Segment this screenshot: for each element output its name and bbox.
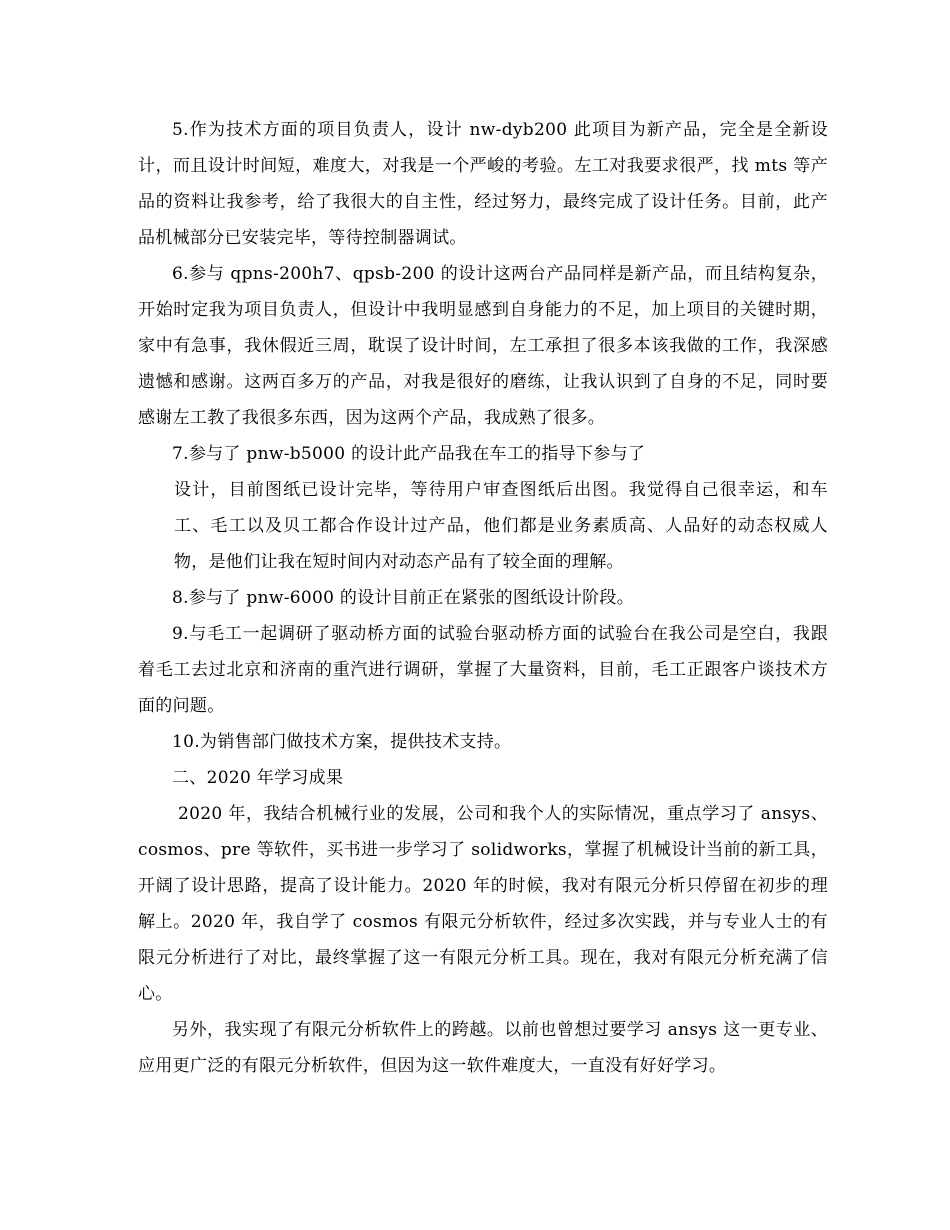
paragraph-software-leap: 另外，我实现了有限元分析软件上的跨越。以前也曾想过要学习 ansys 这一更专业、应用更广泛的有限元分析软件，但因为这一软件难度大，一直没有好好学习。 [138, 1020, 828, 1076]
paragraph-item-7-continued: 设计，目前图纸已设计完毕，等待用户审查图纸后出图。我觉得自己很幸运，和车工、毛工以及贝工都合作设计过产品，他们都是业务素质高、人品好的动态权威人物，是他们让我在短时间内对动态产品有了较全面的理解。 [174, 480, 828, 572]
paragraph-learning-results: 2020 年，我结合机械行业的发展，公司和我个人的实际情况，重点学习了 ansys、cosmos、pre 等软件，买书进一步学习了 solidworks，掌握了机械设计当前的新工具，开阔了设计思路，提高了设计能力。2020 年的时候，我对有限元分析只停留在初步的理解上。2020 年，我自学了 cosmos 有限元分析软件，经过多次实践，并与专业人士的有限元分析进行了对比，最终掌握了这一有限元分析工具。现在，我对有限元分析充满了信心。 [138, 804, 828, 1004]
paragraph-item-6: 6.参与 qpns-200h7、qpsb-200 的设计这两台产品同样是新产品，而且结构复杂，开始时定我为项目负责人，但设计中我明显感到自身能力的不足，加上项目的关键时期，家中有急事，我休假近三周，耽误了设计时间，左工承担了很多本该我做的工作，我深感遗憾和感谢。这两百多万的产品，对我是很好的磨练，让我认识到了自身的不足，同时要感谢左工教了我很多东西，因为这两个产品，我成熟了很多。 [138, 264, 828, 428]
paragraph-item-8: 8.参与了 pnw-6000 的设计目前正在紧张的图纸设计阶段。 [172, 588, 635, 608]
paragraph-item-9: 9.与毛工一起调研了驱动桥方面的试验台驱动桥方面的试验台在我公司是空白，我跟着毛工去过北京和济南的重汽进行调研，掌握了大量资料，目前，毛工正跟客户谈技术方面的问题。 [138, 624, 828, 716]
document-body [138, 112, 828, 1084]
paragraph-item-10: 10.为销售部门做技术方案，提供技术支持。 [172, 732, 512, 752]
paragraph-item-5: 5.作为技术方面的项目负责人，设计 nw-dyb200 此项目为新产品，完全是全新设计，而且设计时间短，难度大，对我是一个严峻的考验。左工对我要求很严，找 mts 等产品的资料让我参考，给了我很大的自主性，经过努力，最终完成了设计任务。目前，此产品机械部分已安装完毕，等待控制器调试。 [138, 120, 828, 248]
paragraph-item-7: 7.参与了 pnw-b5000 的设计此产品我在车工的指导下参与了 [172, 444, 646, 464]
section-heading: 二、2020 年学习成果 [172, 768, 344, 788]
